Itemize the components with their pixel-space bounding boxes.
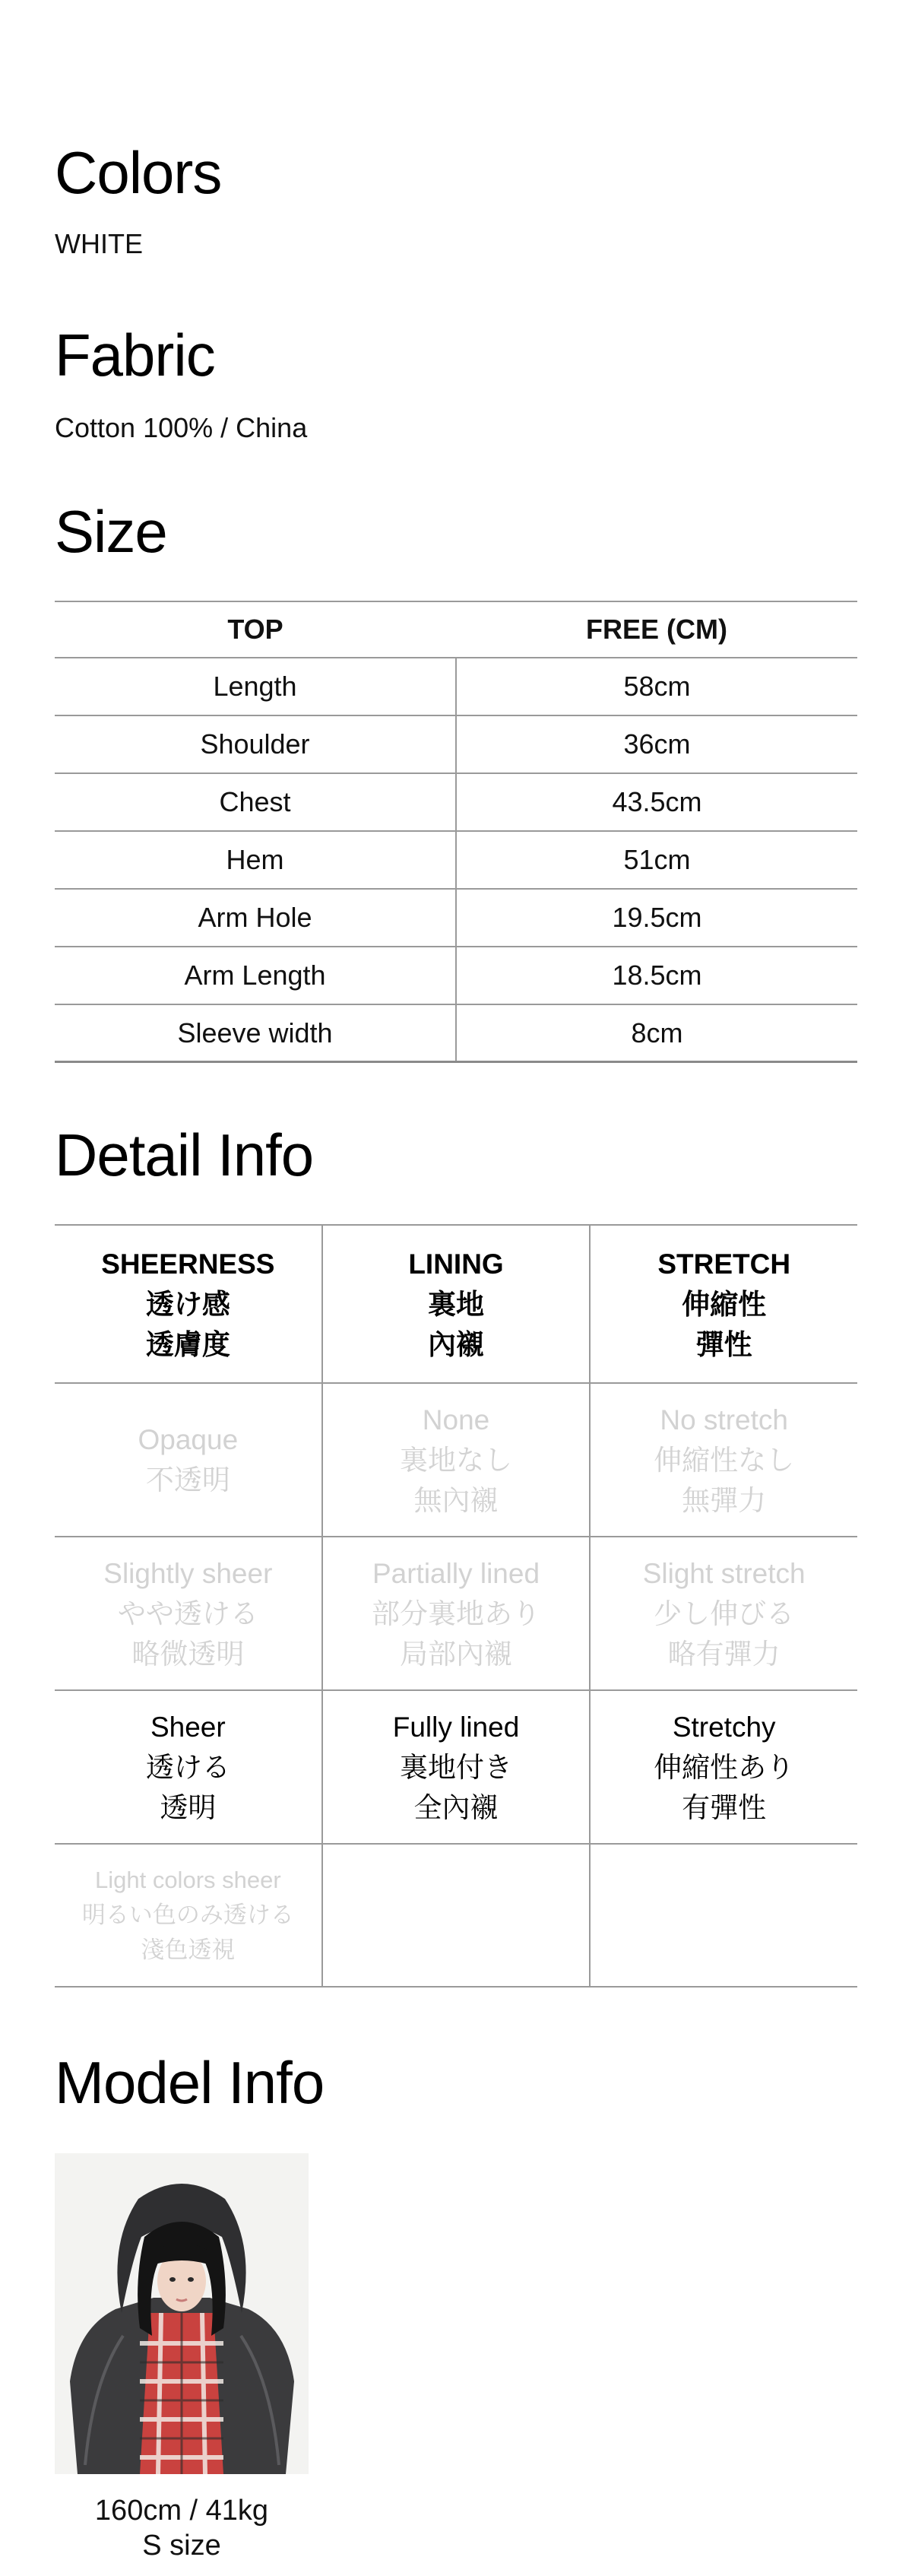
model-photo [55, 2153, 309, 2474]
detail-header-row [55, 1226, 857, 1384]
detail-header-zh: 透膚度 [145, 1328, 230, 1360]
detail-header-sheerness [55, 1226, 323, 1382]
detail-option [591, 1384, 857, 1536]
detail-header-en: LINING [408, 1248, 504, 1280]
detail-title: Detail Info [55, 1121, 314, 1188]
fabric-value: Cotton 100% / China [55, 412, 308, 443]
detail-option-ja: 不透明 [145, 1464, 230, 1496]
size-label: Hem [55, 832, 457, 888]
size-label: Shoulder [55, 716, 457, 772]
detail-header-ja: 透け感 [145, 1288, 230, 1320]
fabric-title: Fabric [55, 322, 215, 389]
detail-option-ja: 明るい色のみ透ける [81, 1902, 294, 1928]
table-row [55, 832, 857, 890]
detail-empty-cell [591, 1845, 857, 1986]
detail-option-ja: 裏地なし [400, 1444, 512, 1476]
size-value: 58cm [623, 671, 691, 702]
detail-option-zh: 有彈性 [682, 1791, 767, 1823]
detail-option [323, 1537, 591, 1689]
detail-header-en: STRETCH [657, 1248, 791, 1280]
model-size: S size [142, 2530, 221, 2562]
size-title: Size [55, 498, 167, 565]
detail-header-en: SHEERNESS [101, 1248, 275, 1280]
detail-option-en: Partially lined [372, 1557, 540, 1589]
detail-option [591, 1537, 857, 1689]
size-header-top: TOP [227, 614, 283, 645]
detail-option-zh: 全內襯 [413, 1791, 499, 1823]
detail-option-ja: やや透ける [117, 1597, 258, 1629]
size-value: 18.5cm [612, 960, 702, 991]
detail-option-ja: 少し伸びる [654, 1597, 795, 1629]
detail-option-en: Stretchy [672, 1711, 776, 1743]
detail-header-ja: 伸縮性 [682, 1288, 767, 1320]
size-label: Arm Length [55, 947, 457, 1004]
size-value: 36cm [623, 728, 691, 760]
colors-value: WHITE [55, 228, 143, 259]
detail-option-en: Fully lined [392, 1711, 520, 1743]
table-row [55, 658, 857, 716]
detail-option-en: Slightly sheer [103, 1557, 273, 1589]
detail-option [323, 1384, 591, 1536]
detail-option-selected [591, 1691, 857, 1843]
detail-option-zh: 透明 [160, 1791, 217, 1823]
size-value: 51cm [623, 844, 691, 875]
model-illustration [55, 2153, 309, 2474]
detail-option [55, 1384, 323, 1536]
detail-option-en: No stretch [660, 1404, 788, 1436]
detail-option-en: Sheer [150, 1711, 226, 1743]
size-label: Sleeve width [55, 1005, 457, 1061]
size-label: Arm Hole [55, 890, 457, 946]
detail-option-en: Slight stretch [642, 1557, 806, 1589]
detail-option-ja: 伸縮性なし [654, 1444, 795, 1476]
detail-row [55, 1384, 857, 1537]
size-label: Chest [55, 774, 457, 830]
detail-option-en: None [422, 1404, 490, 1436]
table-row [55, 947, 857, 1005]
table-row [55, 716, 857, 774]
size-label: Length [55, 658, 457, 715]
detail-option [55, 1845, 323, 1986]
model-title: Model Info [55, 2049, 325, 2116]
model-height-weight: 160cm / 41kg [94, 2495, 269, 2527]
detail-row [55, 1845, 857, 1988]
detail-row-selected [55, 1691, 857, 1845]
size-value: 19.5cm [612, 902, 702, 933]
table-row [55, 1005, 857, 1063]
size-value: 43.5cm [612, 786, 702, 817]
table-row [55, 890, 857, 947]
size-value: 8cm [631, 1017, 683, 1048]
detail-option-zh: 淺色透視 [141, 1937, 236, 1963]
detail-option-ja: 伸縮性あり [654, 1751, 795, 1783]
detail-option-zh: 略有彈力 [667, 1638, 781, 1670]
detail-option-ja: 部分裏地あり [372, 1597, 540, 1629]
detail-header-zh: 彈性 [695, 1328, 752, 1360]
detail-header-lining [323, 1226, 591, 1382]
size-table [55, 601, 857, 1063]
table-row [55, 774, 857, 832]
detail-option-zh: 無彈力 [682, 1484, 767, 1516]
detail-option-en: Opaque [138, 1424, 239, 1455]
detail-table [55, 1224, 857, 1988]
detail-empty-cell [323, 1845, 591, 1986]
detail-header-stretch [591, 1226, 857, 1382]
detail-option-ja: 裏地付き [400, 1751, 512, 1783]
colors-title: Colors [55, 139, 222, 206]
detail-option-zh: 略微透明 [131, 1638, 245, 1670]
detail-header-ja: 裏地 [428, 1288, 484, 1320]
size-table-header [55, 601, 857, 658]
detail-row [55, 1537, 857, 1691]
size-header-free: FREE (CM) [586, 614, 727, 645]
detail-header-zh: 內襯 [428, 1328, 484, 1360]
detail-option-selected [323, 1691, 591, 1843]
detail-option-selected [55, 1691, 323, 1843]
detail-option [55, 1537, 323, 1689]
detail-option-en: Light colors sheer [94, 1867, 281, 1893]
detail-option-ja: 透ける [145, 1751, 230, 1783]
detail-option-zh: 局部內襯 [400, 1638, 512, 1670]
detail-option-zh: 無內襯 [413, 1484, 499, 1516]
